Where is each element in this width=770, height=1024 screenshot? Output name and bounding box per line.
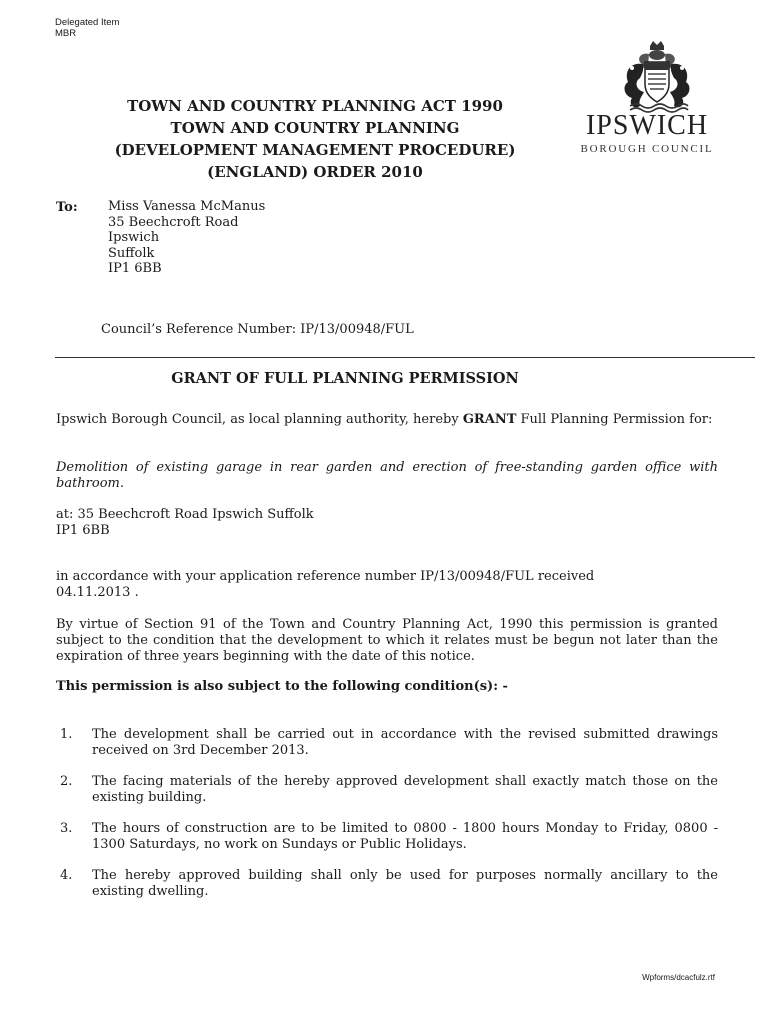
address-line-4: Suffolk (108, 245, 155, 261)
condition-text: The development shall be carried out in accordance with the revised submitted drawings received on 3rd December 2013. (92, 727, 718, 758)
address-line-1: Miss Vanessa McManus (108, 199, 266, 214)
conditions-heading: This permission is also subject to the following condition(s): - (56, 679, 508, 694)
condition-text: The hereby approved building shall only be used for purposes normally ancillary to the existing dwelling. (92, 868, 718, 899)
council-logo-name: IPSWICH (585, 110, 709, 141)
corner-line-2: MBR (55, 28, 77, 39)
site-location (56, 507, 718, 539)
council-crest-icon (612, 40, 702, 115)
condition-number: 1. (60, 727, 73, 742)
condition-item (56, 821, 718, 853)
title-line-4: (ENGLAND) ORDER 2010 (207, 163, 423, 181)
condition-item (56, 774, 718, 806)
delegated-item-note (55, 17, 119, 39)
grant-keyword: GRANT (462, 412, 517, 427)
condition-number: 4. (60, 868, 73, 883)
corner-line-1: Delegated Item (55, 17, 120, 28)
title-line-1: TOWN AND COUNTRY PLANNING ACT 1990 (127, 97, 503, 115)
grant-statement (56, 412, 718, 428)
application-reference-line-1: in accordance with your application reference number IP/13/00948/FUL received (56, 569, 595, 584)
section-divider (55, 357, 755, 358)
condition-text: The facing materials of the hereby approved development shall exactly match those on the existing building. (92, 774, 718, 805)
section-91-statement: By virtue of Section 91 of the Town and Country Planning Act, 1990 this permission is granted subject to the condition that the development to which it relates must be begun not later than the expiration of three years beginning with the date of this notice. (56, 617, 718, 664)
condition-text: The hours of construction are to be limited to 0800 - 1800 hours Monday to Friday, 0800 - 1300 Saturdays, no work on Sundays or Public Holidays. (92, 821, 718, 852)
title-line-3: (DEVELOPMENT MANAGEMENT PROCEDURE) (114, 141, 516, 159)
council-logo-subtitle: BOROUGH COUNCIL (580, 143, 714, 155)
application-reference (56, 569, 718, 601)
recipient-address (108, 199, 265, 277)
condition-item (56, 727, 718, 759)
footer-file-reference: Wpforms/dcacfulz.rtf (642, 973, 715, 982)
condition-number: 3. (60, 821, 73, 836)
council-reference-number: Council’s Reference Number: IP/13/00948/FUL (101, 322, 414, 337)
grant-title: GRANT OF FULL PLANNING PERMISSION (171, 370, 519, 387)
application-reference-line-2: 04.11.2013 . (56, 585, 139, 600)
condition-item (56, 868, 718, 900)
title-line-2: TOWN AND COUNTRY PLANNING (170, 119, 460, 137)
recipient-label: To: (56, 200, 78, 215)
address-line-5: IP1 6BB (108, 261, 162, 277)
grant-statement-end: Full Planning Permission for: (516, 412, 713, 427)
condition-number: 2. (60, 774, 73, 789)
site-location-line-2: IP1 6BB (56, 523, 110, 538)
development-description: Demolition of existing garage in rear garden and erection of free-standing garden office with bathroom. (56, 460, 718, 491)
address-line-2: 35 Beechcroft Road (108, 214, 239, 230)
address-line-3: Ipswich (108, 230, 160, 246)
grant-statement-start: Ipswich Borough Council, as local planning authority, hereby (56, 412, 463, 427)
act-title-block (70, 95, 560, 183)
site-location-line-1: at: 35 Beechcroft Road Ipswich Suffolk (56, 507, 314, 522)
